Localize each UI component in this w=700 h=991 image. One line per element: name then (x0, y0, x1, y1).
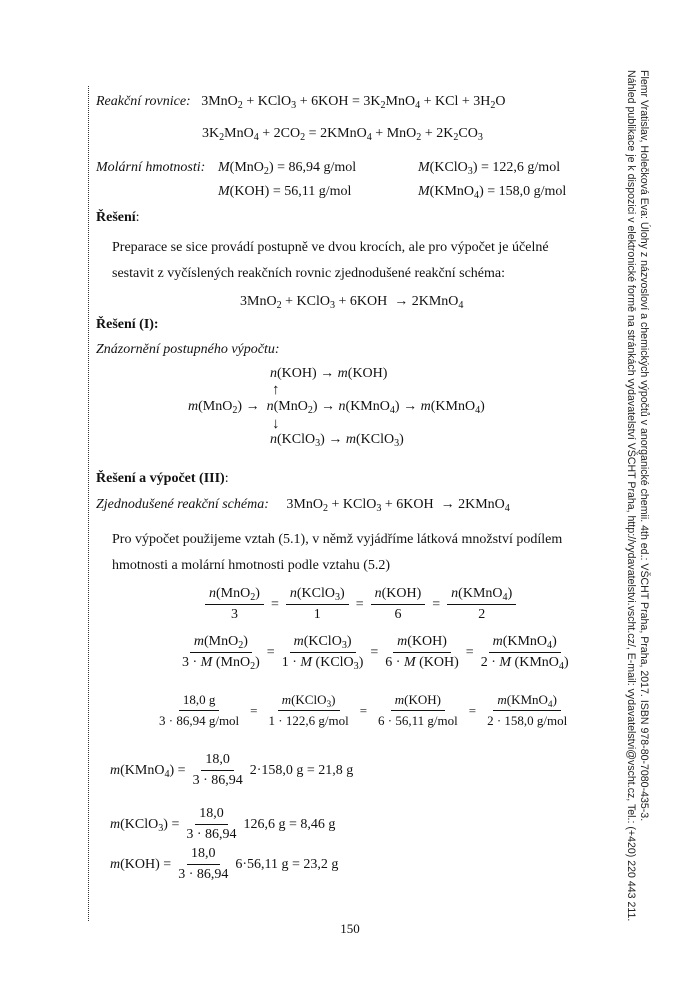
reaction-equation-2: $3K_2MnO_4 + 2CO_2$ = 2KMnO$_4$ + $MnO_2 + 2K_2CO_3$ (202, 126, 483, 144)
heading-reseni: Řešení: (96, 210, 140, 225)
molar-koh: M(KOH) = 56,11 g/mol (218, 184, 352, 199)
label-reakcni-rovnice: Reakční rovnice: (96, 94, 191, 109)
paragraph-line: Preparace se sice provádí postupně ve dvou krocích, ale pro výpočet je účelné (112, 240, 549, 255)
reaction-equation-1: Reakční rovnice: 3MnO$_2$ + KClO$_3$ + $6KOH = 3K_2MnO_4$ + KCl + $3H_2O$ (96, 94, 506, 112)
paragraph-vypocet (112, 527, 592, 579)
equation-mole-ratios: $\frac{n(MnO_2)}{3}$ = $\frac{n(KClO_3)}{1}$ = $\frac{\text{n(KOH)}}{6}$ = $\frac{n(KMnO_4)}{2}$ (202, 586, 519, 623)
copyright-sidebar (624, 70, 650, 921)
label-molarni-hmotnosti: Molární hmotnosti: (96, 160, 206, 175)
sidebar-line-1: Flemr Vratislav, Holečková Eva: Úlohy z názvosloví a chemických výpočtů v anorganické chemii. 4th ed.: VŠCHT Praha, Praha, 2017. ISBN 978-80-7080-435-3. (638, 70, 650, 822)
molar-kmno4: M(KMnO$_4$) = 158,0 g/mol (418, 184, 567, 202)
result-koh: m(KOH) = $\frac{18,0}{3 \cdot 86,94}$ 6·56,11 g = 23,2 g (110, 846, 339, 882)
paragraph-preparace (112, 235, 592, 287)
scheme-koh-line: n(KOH) → m(KOH) (270, 366, 388, 381)
molar-kclo3: M(KClO$_3$) = 122,6 g/mol (418, 160, 561, 178)
sidebar-line-2: Náhled publikace je k dispozici v elektronické formě na stránkách vydavatelství VŠCHT Praha, http://vydavatelstvi.vscht.cz/, E-mail: vydavatelstvi@vscht.cz, Tel.: (+420) 220 443 211. (625, 70, 637, 922)
heading-reseni-III: Řešení a výpočet (III): (96, 471, 229, 486)
equation-numeric: $\frac{18,0 g}{\text{3 · 86,94 g/mol}}$ = $\frac{m(KClO_3)}{\text{1 · 122,6 g/mol}}$ = $\frac{\text{m(KOH)}}{\text{6 · 56,11 g/mol}}$ = $\frac{m(KMnO_4)}{\text{2 · 158,0 g/mol}}$ (159, 692, 568, 728)
up-arrow-icon: ↑ (272, 382, 280, 398)
heading-reseni-I: Řešení (I): (96, 317, 159, 332)
result-kclo3: m(KClO$_3$) = $\frac{18,0}{3 \cdot 86,94}$ 126,6 g = 8,46 g (110, 806, 336, 842)
scheme-kclo3-line: n(KClO$_3$) → m(KClO$_3$) (270, 432, 404, 450)
page-number: 150 (340, 921, 360, 936)
margin-dotted-line (88, 86, 89, 921)
result-kmno4: m(KMnO$_4$) = $\frac{18,0}{3 \cdot 86,94}$ 2·158,0 g = 21,8 g (110, 752, 354, 788)
scheme-main-line: m(MnO$_2$) → n(MnO$_2$) → n(KMnO$_4$) → m(KMnO$_4$) (188, 399, 485, 417)
equation-mass-ratios: $\frac{m(MnO_2)}{3 \cdot M (MnO_2)}$ = $\frac{m(KClO_3)}{1 \cdot M (KClO_3)}$ = $\frac{\text{m(KOH)}}{\text{6 · M (KOH)}}$ = $\frac{m(KMnO_4)}{2 \cdot M (KMnO_4)}$ (182, 634, 569, 673)
label-znazorneni: Znázornění postupného výpočtu: (96, 342, 280, 357)
molar-mno2: M(MnO$_2$) = 86,94 g/mol (218, 160, 357, 178)
paragraph-line: Pro výpočet použijeme vztah (5.1), v němž vyjádříme látková množství podílem (112, 532, 563, 547)
paragraph-line: hmotnosti a molární hmotnosti podle vztahu (5.2) (112, 558, 391, 573)
simplified-scheme-2: Zjednodušené reakční schéma: 3MnO$_2$ + KClO$_3$ + 6KOH → 2KMnO$_4$ (96, 497, 510, 515)
simplified-scheme-1: 3MnO$_2$ + KClO$_3$ + 6KOH → 2KMnO$_4$ (240, 294, 464, 312)
down-arrow-icon: ↓ (272, 416, 280, 432)
paragraph-line: sestavit z vyčíslených reakčních rovnic zjednodušené reakční schéma: (112, 266, 506, 281)
